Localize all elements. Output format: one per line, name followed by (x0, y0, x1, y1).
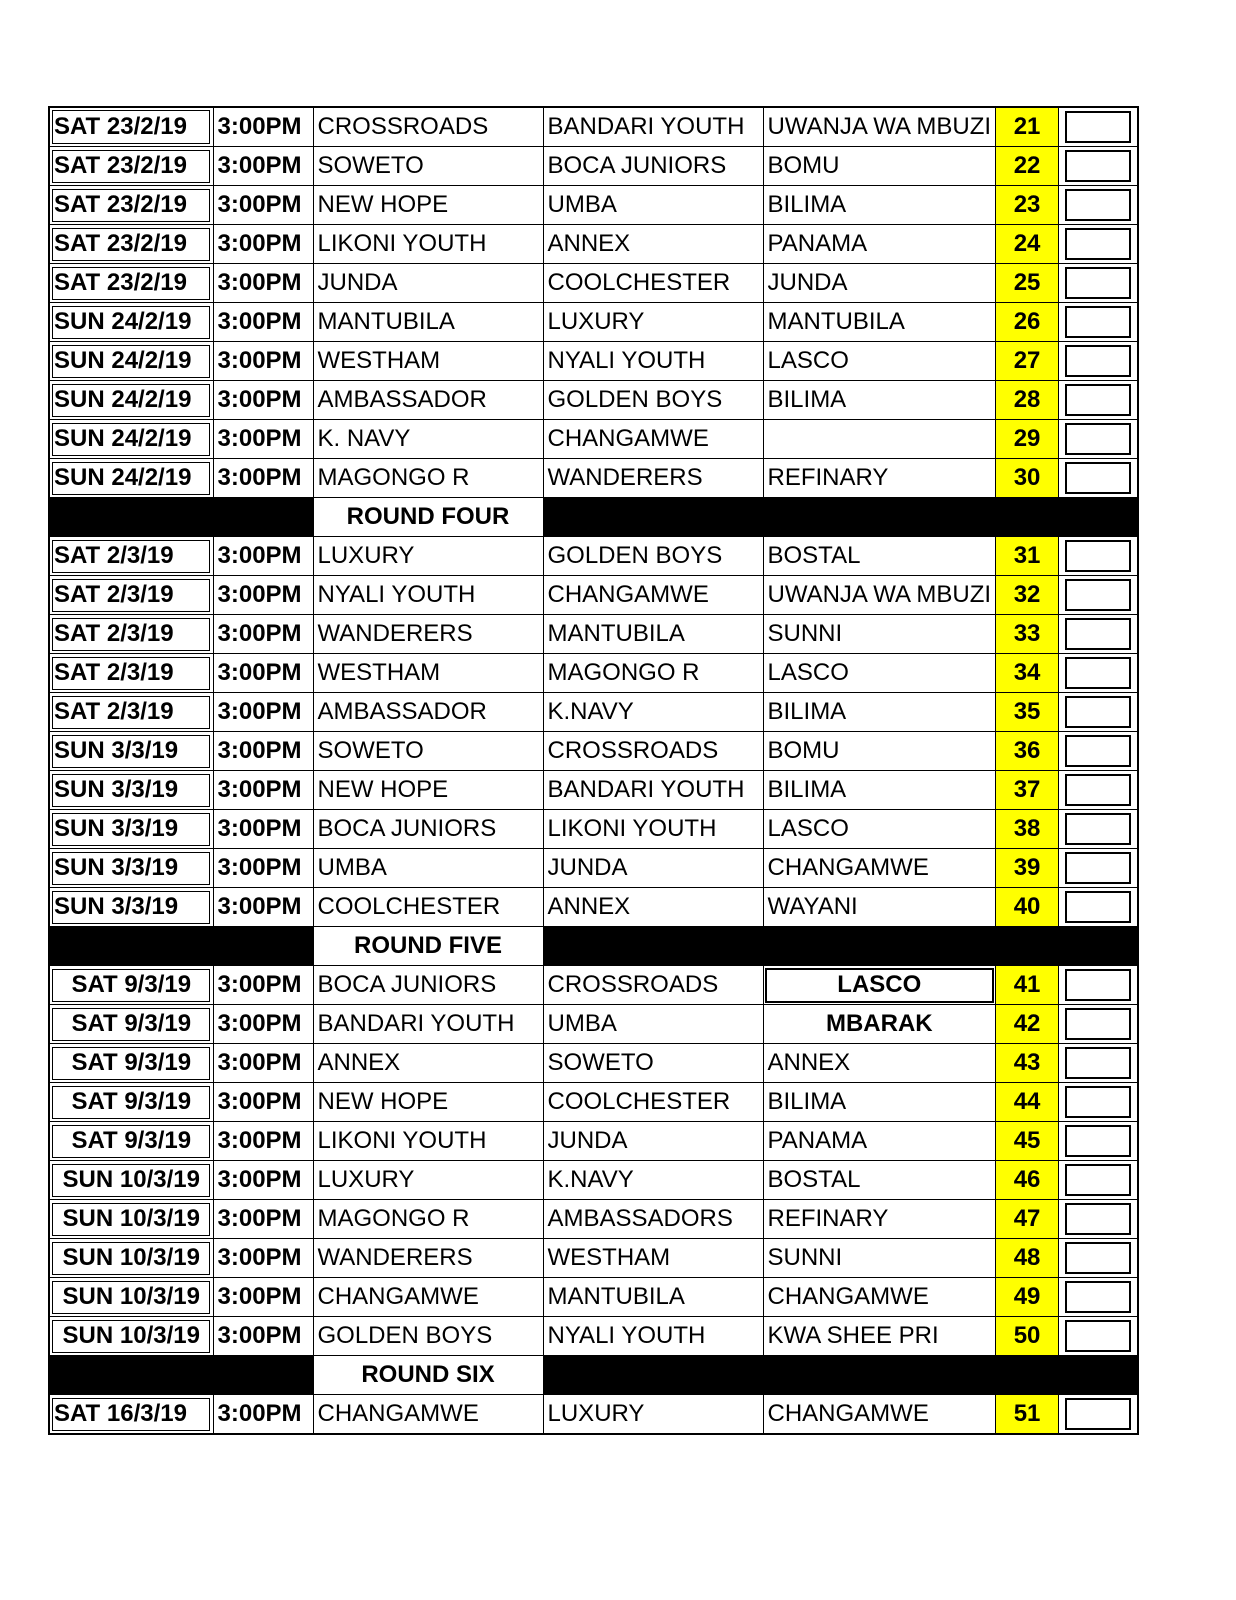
venue: BILIMA (763, 693, 996, 732)
table-row (49, 654, 1138, 693)
match-date: SUN 3/3/19 (49, 849, 213, 888)
round-bar (49, 498, 313, 537)
round-header (49, 1356, 1138, 1395)
home-team: AMBASSADOR (313, 381, 543, 420)
result-cell (1059, 186, 1138, 225)
round-title: ROUND SIX (313, 1356, 543, 1395)
result-cell (1059, 537, 1138, 576)
match-date: SAT 9/3/19 (49, 1083, 213, 1122)
result-box (1065, 657, 1131, 689)
match-date: SAT 2/3/19 (49, 693, 213, 732)
table-row (49, 849, 1138, 888)
table-row (49, 1239, 1138, 1278)
result-box (1065, 150, 1131, 182)
table-row (49, 966, 1138, 1005)
match-date: SAT 9/3/19 (49, 966, 213, 1005)
away-team: LIKONI YOUTH (543, 810, 763, 849)
result-box (1065, 267, 1131, 299)
venue: LASCO (763, 966, 996, 1005)
match-number: 24 (996, 225, 1059, 264)
kickoff-time: 3:00PM (213, 1005, 313, 1044)
result-cell (1059, 1200, 1138, 1239)
home-team: WESTHAM (313, 654, 543, 693)
away-team: UMBA (543, 1005, 763, 1044)
result-box (1065, 696, 1131, 728)
venue: LASCO (763, 654, 996, 693)
table-row (49, 732, 1138, 771)
home-team: BOCA JUNIORS (313, 810, 543, 849)
table-row (49, 537, 1138, 576)
kickoff-time: 3:00PM (213, 225, 313, 264)
venue: BOMU (763, 147, 996, 186)
result-cell (1059, 810, 1138, 849)
result-box (1065, 1281, 1131, 1313)
kickoff-time: 3:00PM (213, 420, 313, 459)
home-team: LIKONI YOUTH (313, 1122, 543, 1161)
fixtures-table (48, 106, 1139, 1435)
kickoff-time: 3:00PM (213, 186, 313, 225)
result-box (1065, 735, 1131, 767)
table-row (49, 1200, 1138, 1239)
match-number: 44 (996, 1083, 1059, 1122)
result-cell (1059, 107, 1138, 147)
match-date: SUN 3/3/19 (49, 810, 213, 849)
table-row (49, 420, 1138, 459)
away-team: GOLDEN BOYS (543, 381, 763, 420)
home-team: UMBA (313, 849, 543, 888)
match-number: 45 (996, 1122, 1059, 1161)
venue: REFINARY (763, 1200, 996, 1239)
table-row (49, 615, 1138, 654)
match-number: 21 (996, 107, 1059, 147)
venue (763, 420, 996, 459)
away-team: WANDERERS (543, 459, 763, 498)
match-number: 49 (996, 1278, 1059, 1317)
home-team: MAGONGO R (313, 1200, 543, 1239)
venue: CHANGAMWE (763, 1278, 996, 1317)
result-cell (1059, 732, 1138, 771)
venue: BILIMA (763, 771, 996, 810)
match-number: 35 (996, 693, 1059, 732)
match-date: SAT 2/3/19 (49, 537, 213, 576)
venue: BILIMA (763, 381, 996, 420)
kickoff-time: 3:00PM (213, 693, 313, 732)
venue: MANTUBILA (763, 303, 996, 342)
away-team: CHANGAMWE (543, 420, 763, 459)
round-title: ROUND FOUR (313, 498, 543, 537)
away-team: MANTUBILA (543, 1278, 763, 1317)
table-row (49, 1278, 1138, 1317)
result-box (1065, 1320, 1131, 1352)
venue: WAYANI (763, 888, 996, 927)
match-number: 34 (996, 654, 1059, 693)
match-date: SAT 23/2/19 (49, 107, 213, 147)
away-team: K.NAVY (543, 693, 763, 732)
home-team: CHANGAMWE (313, 1395, 543, 1435)
match-date: SAT 23/2/19 (49, 264, 213, 303)
kickoff-time: 3:00PM (213, 1083, 313, 1122)
kickoff-time: 3:00PM (213, 1161, 313, 1200)
round-bar (543, 1356, 1138, 1395)
round-header (49, 927, 1138, 966)
result-box (1065, 345, 1131, 377)
table-row (49, 888, 1138, 927)
result-cell (1059, 303, 1138, 342)
table-row (49, 1005, 1138, 1044)
venue: PANAMA (763, 225, 996, 264)
away-team: K.NAVY (543, 1161, 763, 1200)
result-box (1065, 306, 1131, 338)
table-row (49, 342, 1138, 381)
match-date: SAT 9/3/19 (49, 1122, 213, 1161)
away-team: JUNDA (543, 1122, 763, 1161)
result-box (1065, 852, 1131, 884)
match-number: 33 (996, 615, 1059, 654)
result-cell (1059, 1083, 1138, 1122)
match-number: 32 (996, 576, 1059, 615)
match-date: SUN 24/2/19 (49, 459, 213, 498)
match-date: SUN 3/3/19 (49, 888, 213, 927)
table-row (49, 264, 1138, 303)
away-team: CROSSROADS (543, 966, 763, 1005)
kickoff-time: 3:00PM (213, 888, 313, 927)
result-box (1065, 423, 1131, 455)
home-team: AMBASSADOR (313, 693, 543, 732)
kickoff-time: 3:00PM (213, 1317, 313, 1356)
result-box (1065, 1398, 1131, 1430)
result-box (1065, 969, 1131, 1001)
result-box (1065, 891, 1131, 923)
table-row (49, 693, 1138, 732)
kickoff-time: 3:00PM (213, 966, 313, 1005)
table-row (49, 107, 1138, 147)
result-box (1065, 1203, 1131, 1235)
fixtures-body (49, 107, 1138, 1434)
match-date: SAT 2/3/19 (49, 615, 213, 654)
result-cell (1059, 888, 1138, 927)
result-cell (1059, 1278, 1138, 1317)
result-box (1065, 1008, 1131, 1040)
result-cell (1059, 225, 1138, 264)
home-team: SOWETO (313, 147, 543, 186)
home-team: NEW HOPE (313, 186, 543, 225)
match-date: SUN 24/2/19 (49, 342, 213, 381)
away-team: SOWETO (543, 1044, 763, 1083)
result-cell (1059, 381, 1138, 420)
result-cell (1059, 342, 1138, 381)
match-number: 50 (996, 1317, 1059, 1356)
match-date: SUN 10/3/19 (49, 1200, 213, 1239)
match-date: SAT 16/3/19 (49, 1395, 213, 1435)
match-date: SAT 2/3/19 (49, 654, 213, 693)
table-row (49, 1395, 1138, 1435)
venue: LASCO (763, 342, 996, 381)
result-box (1065, 579, 1131, 611)
result-box (1065, 384, 1131, 416)
match-number: 39 (996, 849, 1059, 888)
kickoff-time: 3:00PM (213, 615, 313, 654)
table-row (49, 147, 1138, 186)
round-bar (543, 498, 1138, 537)
match-date: SUN 10/3/19 (49, 1317, 213, 1356)
table-row (49, 225, 1138, 264)
match-number: 31 (996, 537, 1059, 576)
table-row (49, 771, 1138, 810)
match-date: SUN 10/3/19 (49, 1278, 213, 1317)
away-team: LUXURY (543, 303, 763, 342)
kickoff-time: 3:00PM (213, 1200, 313, 1239)
kickoff-time: 3:00PM (213, 459, 313, 498)
home-team: ANNEX (313, 1044, 543, 1083)
away-team: BOCA JUNIORS (543, 147, 763, 186)
kickoff-time: 3:00PM (213, 107, 313, 147)
venue: SUNNI (763, 615, 996, 654)
kickoff-time: 3:00PM (213, 537, 313, 576)
match-number: 37 (996, 771, 1059, 810)
match-number: 38 (996, 810, 1059, 849)
venue: MBARAK (763, 1005, 996, 1044)
match-number: 40 (996, 888, 1059, 927)
round-title: ROUND FIVE (313, 927, 543, 966)
match-date: SAT 23/2/19 (49, 147, 213, 186)
match-number: 42 (996, 1005, 1059, 1044)
kickoff-time: 3:00PM (213, 576, 313, 615)
match-date: SUN 3/3/19 (49, 732, 213, 771)
away-team: BANDARI YOUTH (543, 771, 763, 810)
away-team: NYALI YOUTH (543, 342, 763, 381)
result-box (1065, 111, 1131, 143)
venue: UWANJA WA MBUZI (763, 107, 996, 147)
result-cell (1059, 1161, 1138, 1200)
venue: BOSTAL (763, 1161, 996, 1200)
kickoff-time: 3:00PM (213, 771, 313, 810)
match-number: 30 (996, 459, 1059, 498)
result-box (1065, 540, 1131, 572)
table-row (49, 1122, 1138, 1161)
result-box (1065, 1086, 1131, 1118)
match-date: SAT 23/2/19 (49, 186, 213, 225)
result-box (1065, 618, 1131, 650)
home-team: BOCA JUNIORS (313, 966, 543, 1005)
venue: KWA SHEE PRI (763, 1317, 996, 1356)
match-number: 29 (996, 420, 1059, 459)
venue: BOSTAL (763, 537, 996, 576)
result-cell (1059, 576, 1138, 615)
result-box (1065, 813, 1131, 845)
result-cell (1059, 1044, 1138, 1083)
home-team: WANDERERS (313, 615, 543, 654)
home-team: LUXURY (313, 1161, 543, 1200)
result-cell (1059, 147, 1138, 186)
match-date: SAT 9/3/19 (49, 1044, 213, 1083)
away-team: CROSSROADS (543, 732, 763, 771)
match-date: SUN 3/3/19 (49, 771, 213, 810)
away-team: COOLCHESTER (543, 1083, 763, 1122)
venue: BOMU (763, 732, 996, 771)
result-box (1065, 1164, 1131, 1196)
kickoff-time: 3:00PM (213, 732, 313, 771)
table-row (49, 576, 1138, 615)
match-number: 28 (996, 381, 1059, 420)
result-cell (1059, 1239, 1138, 1278)
venue: JUNDA (763, 264, 996, 303)
result-cell (1059, 264, 1138, 303)
round-bar (543, 927, 1138, 966)
home-team: MAGONGO R (313, 459, 543, 498)
away-team: ANNEX (543, 225, 763, 264)
result-box (1065, 1242, 1131, 1274)
table-row (49, 810, 1138, 849)
table-row (49, 303, 1138, 342)
home-team: CROSSROADS (313, 107, 543, 147)
venue: LASCO (763, 810, 996, 849)
home-team: LIKONI YOUTH (313, 225, 543, 264)
match-date: SUN 24/2/19 (49, 420, 213, 459)
kickoff-time: 3:00PM (213, 1239, 313, 1278)
result-cell (1059, 966, 1138, 1005)
result-cell (1059, 693, 1138, 732)
venue: PANAMA (763, 1122, 996, 1161)
round-header (49, 498, 1138, 537)
kickoff-time: 3:00PM (213, 1278, 313, 1317)
home-team: JUNDA (313, 264, 543, 303)
match-number: 47 (996, 1200, 1059, 1239)
kickoff-time: 3:00PM (213, 1395, 313, 1435)
result-cell (1059, 420, 1138, 459)
kickoff-time: 3:00PM (213, 147, 313, 186)
table-row (49, 459, 1138, 498)
match-date: SUN 10/3/19 (49, 1161, 213, 1200)
home-team: WANDERERS (313, 1239, 543, 1278)
kickoff-time: 3:00PM (213, 654, 313, 693)
match-number: 48 (996, 1239, 1059, 1278)
round-bar (49, 1356, 313, 1395)
venue: CHANGAMWE (763, 849, 996, 888)
venue: SUNNI (763, 1239, 996, 1278)
away-team: AMBASSADORS (543, 1200, 763, 1239)
table-row (49, 1044, 1138, 1083)
match-date: SAT 2/3/19 (49, 576, 213, 615)
kickoff-time: 3:00PM (213, 381, 313, 420)
venue: BILIMA (763, 1083, 996, 1122)
home-team: GOLDEN BOYS (313, 1317, 543, 1356)
kickoff-time: 3:00PM (213, 303, 313, 342)
result-cell (1059, 849, 1138, 888)
home-team: NYALI YOUTH (313, 576, 543, 615)
away-team: UMBA (543, 186, 763, 225)
away-team: CHANGAMWE (543, 576, 763, 615)
result-cell (1059, 1122, 1138, 1161)
table-row (49, 1083, 1138, 1122)
match-number: 51 (996, 1395, 1059, 1435)
kickoff-time: 3:00PM (213, 849, 313, 888)
away-team: WESTHAM (543, 1239, 763, 1278)
result-cell (1059, 459, 1138, 498)
match-date: SAT 9/3/19 (49, 1005, 213, 1044)
venue: BILIMA (763, 186, 996, 225)
match-date: SUN 10/3/19 (49, 1239, 213, 1278)
venue: CHANGAMWE (763, 1395, 996, 1435)
match-number: 25 (996, 264, 1059, 303)
home-team: SOWETO (313, 732, 543, 771)
away-team: GOLDEN BOYS (543, 537, 763, 576)
result-box (1065, 462, 1131, 494)
match-number: 23 (996, 186, 1059, 225)
home-team: NEW HOPE (313, 771, 543, 810)
result-cell (1059, 771, 1138, 810)
away-team: JUNDA (543, 849, 763, 888)
match-date: SUN 24/2/19 (49, 381, 213, 420)
away-team: ANNEX (543, 888, 763, 927)
result-box (1065, 1047, 1131, 1079)
venue: UWANJA WA MBUZI (763, 576, 996, 615)
result-box (1065, 774, 1131, 806)
table-row (49, 1317, 1138, 1356)
match-date: SUN 24/2/19 (49, 303, 213, 342)
home-team: K. NAVY (313, 420, 543, 459)
result-box (1065, 189, 1131, 221)
home-team: WESTHAM (313, 342, 543, 381)
away-team: MAGONGO R (543, 654, 763, 693)
match-number: 27 (996, 342, 1059, 381)
match-number: 26 (996, 303, 1059, 342)
kickoff-time: 3:00PM (213, 264, 313, 303)
away-team: NYALI YOUTH (543, 1317, 763, 1356)
home-team: CHANGAMWE (313, 1278, 543, 1317)
match-number: 43 (996, 1044, 1059, 1083)
table-row (49, 381, 1138, 420)
match-number: 41 (996, 966, 1059, 1005)
result-cell (1059, 1005, 1138, 1044)
away-team: COOLCHESTER (543, 264, 763, 303)
result-cell (1059, 615, 1138, 654)
home-team: COOLCHESTER (313, 888, 543, 927)
away-team: BANDARI YOUTH (543, 107, 763, 147)
table-row (49, 186, 1138, 225)
home-team: MANTUBILA (313, 303, 543, 342)
kickoff-time: 3:00PM (213, 1122, 313, 1161)
match-number: 22 (996, 147, 1059, 186)
home-team: LUXURY (313, 537, 543, 576)
kickoff-time: 3:00PM (213, 342, 313, 381)
home-team: BANDARI YOUTH (313, 1005, 543, 1044)
home-team: NEW HOPE (313, 1083, 543, 1122)
match-number: 46 (996, 1161, 1059, 1200)
match-date: SAT 23/2/19 (49, 225, 213, 264)
result-cell (1059, 1317, 1138, 1356)
kickoff-time: 3:00PM (213, 810, 313, 849)
away-team: MANTUBILA (543, 615, 763, 654)
venue: ANNEX (763, 1044, 996, 1083)
match-number: 36 (996, 732, 1059, 771)
venue: REFINARY (763, 459, 996, 498)
table-row (49, 1161, 1138, 1200)
away-team: LUXURY (543, 1395, 763, 1435)
kickoff-time: 3:00PM (213, 1044, 313, 1083)
result-box (1065, 1125, 1131, 1157)
round-bar (49, 927, 313, 966)
result-cell (1059, 654, 1138, 693)
result-box (1065, 228, 1131, 260)
result-cell (1059, 1395, 1138, 1435)
